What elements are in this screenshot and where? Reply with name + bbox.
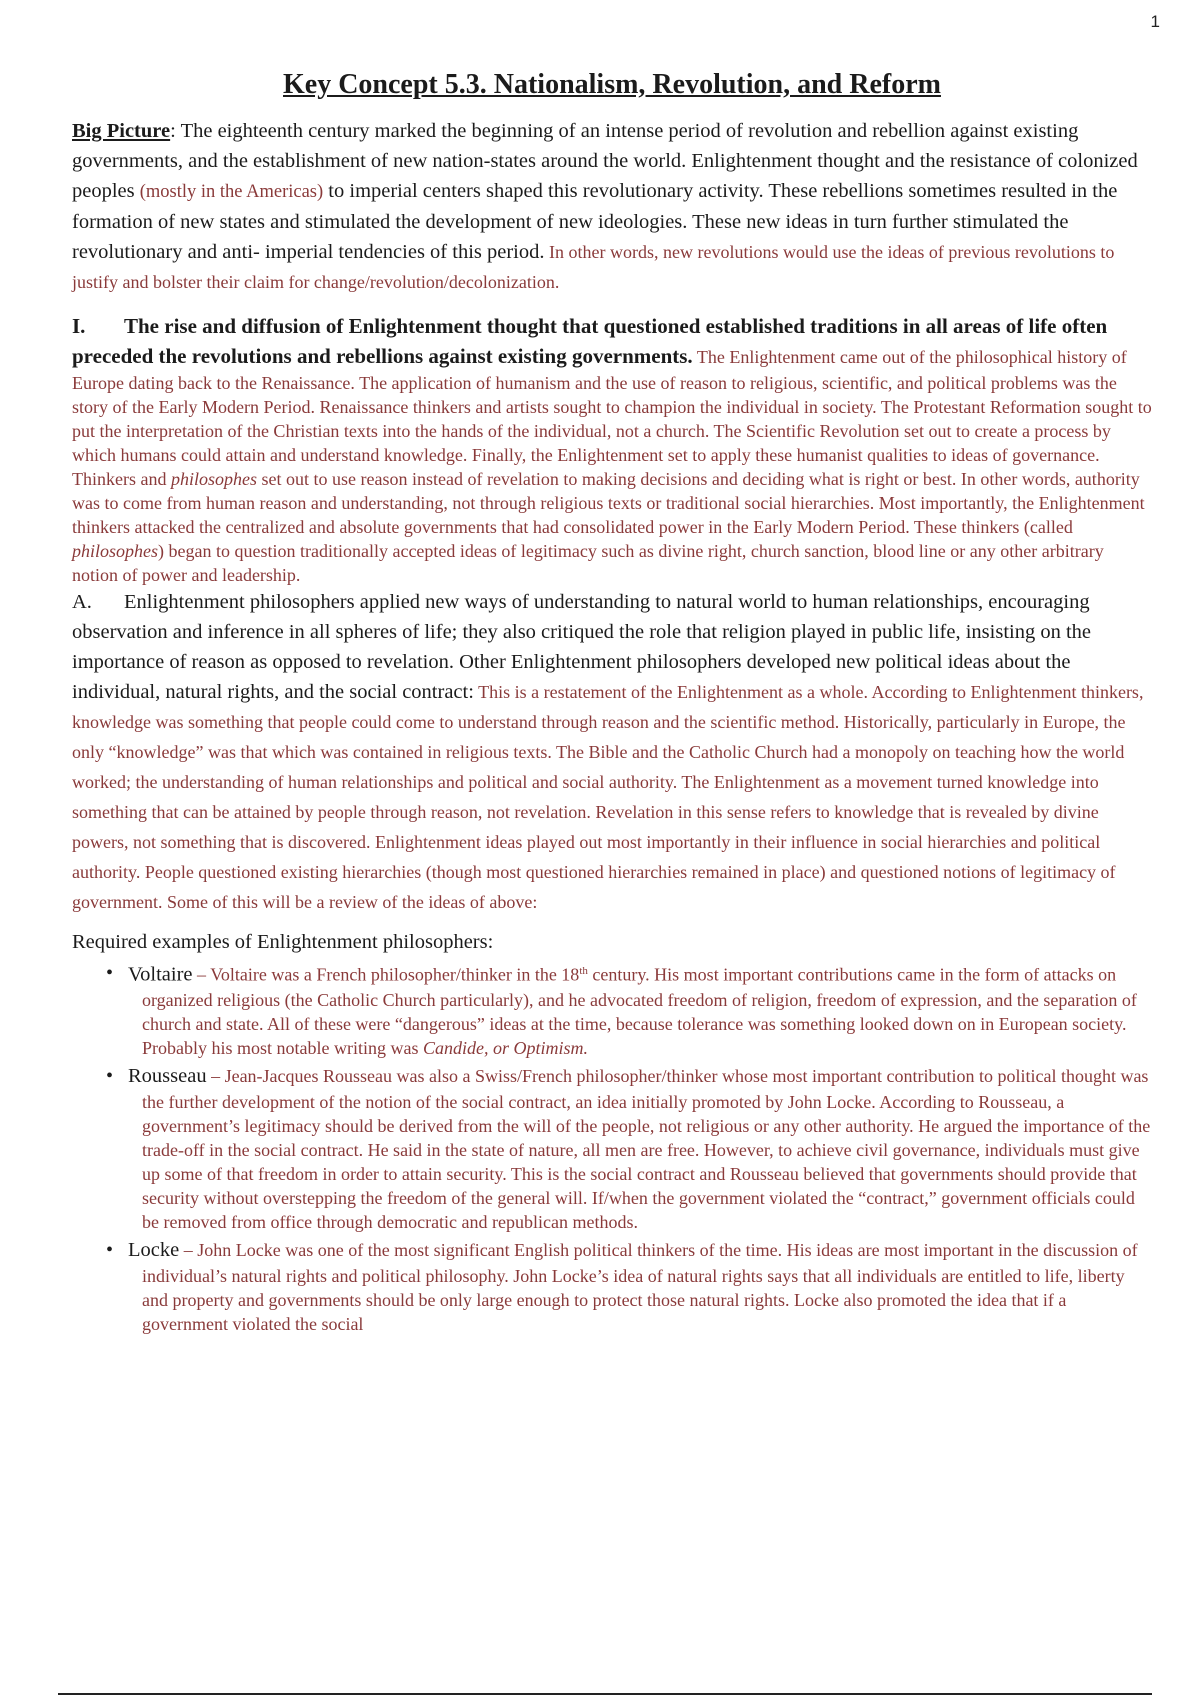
big-picture-text: : The eighteenth century marked the beginning of an intense period of revolution and rebellion against existing governments, and the establishment of new nation-states around the world. Enlightenment thought and the resistance of colonized peoples — [72, 120, 1138, 202]
bullet-icon: • — [106, 1239, 114, 1262]
bullet-icon: • — [106, 1065, 114, 1088]
locke-text: John Locke was one of the most significant English political thinkers of the time. His ideas are most important in the discussion of individual’s natural rights and political philosophy. John Locke’s idea of natural rights says that all individuals are entitled to life, liberty and property and governments should be only large enough to protect those natural rights. Locke also promoted the idea that if a government violated the social — [142, 1240, 1138, 1335]
required-heading: Required examples of Enlightenment philosophers: — [72, 931, 494, 953]
section-1-note-b: set out to use reason instead of revelation to making decisions and deciding what is right or best. In other words, authority was to come from human reason and understanding, not through religious texts or traditional social hierarchies. Most importantly, the Enlightenment thinkers attacked the centralized and absolute governments that had consolidated power in the Early Modern Period. These thinkers (called — [72, 469, 1145, 537]
rousseau-text: Jean-Jacques Rousseau was also a Swiss/French philosopher/thinker whose most important contribution to political thought was the further development of the notion of the social contract, an idea initially promoted by John Locke. According to Rousseau, a government’s legitimacy should be derived from the will of the people, not religious or any other authority. He argued the importance of the trade-off in the social contract. He said in the state of nature, all men are free. However, to achieve civil governance, individuals must give up some of that freedom in order to attain security. This is the social contract and Rousseau believed that governments should provide that security without overstepping the freedom of the general will. If/when the government violated the “contract,” government officials could be removed from office through democratic and republican methods. — [142, 1066, 1151, 1233]
big-picture-inline-note: (mostly in the Americas) — [139, 182, 324, 202]
section-1-note-a: The Enlightenment came out of the philosophical history of Europe dating back to the Renaissance. The application of humanism and the use of reason to religious, scientific, and political problems was the story of the Early Modern Period. Renaissance thinkers and artists sought to champion the individual in society. The Protestant Reformation sought to put the interpretation of the Christian texts into the hands of the individual, not a church. The Scientific Revolution set out to create a process by which humans could attain and understand knowledge. Finally, the Enlightenment set to apply these humanist qualities to ideas of governance. Thinkers and — [72, 347, 1152, 489]
big-picture-paragraph — [72, 116, 1152, 297]
voltaire-text-b: century. His most important contributions came in the form of attacks on organized religious (the Catholic Church particularly), and he advocated freedom of religion, freedom of expression, and the separation of church and state. All of these were “dangerous” ideas at the time, because tolerance was something looked down on in European society. Probably his most notable writing was — [142, 964, 1137, 1059]
rousseau-name: Rousseau — [128, 1065, 207, 1088]
footer-divider — [58, 1693, 1152, 1695]
section-1-italic-1: philosophes — [170, 469, 257, 489]
list-item — [72, 959, 1152, 1060]
big-picture-label: Big Picture — [72, 120, 171, 142]
section-1 — [72, 311, 1152, 587]
locke-dash: – — [179, 1240, 198, 1261]
voltaire-name: Voltaire — [128, 963, 193, 986]
section-a-label: A. — [72, 591, 92, 613]
voltaire-entry — [128, 959, 1152, 1060]
voltaire-text-a: Voltaire was a French philosopher/thinker in the 18 — [210, 964, 580, 985]
voltaire-superscript: th — [579, 965, 588, 977]
document-body — [72, 68, 1152, 1338]
section-1-heading-text: The rise and diffusion of Enlightenment thought that questioned established traditions in all areas of life often preceded the revolutions and rebellions against existing governments. — [72, 314, 1108, 368]
locke-name: Locke — [128, 1239, 180, 1262]
page-title: Key Concept 5.3. Nationalism, Revolution, and Reform — [283, 69, 941, 100]
locke-entry — [128, 1236, 1152, 1336]
voltaire-italic: Candide, or Optimism. — [422, 1038, 588, 1059]
list-item — [72, 1062, 1152, 1234]
voltaire-dash: – — [192, 964, 211, 985]
big-picture-note: In other words, new revolutions would use the ideas of previous revolutions to justify and bolster their claim for change/revolution/decolonization. — [72, 242, 1115, 292]
big-picture-text-2: to imperial centers shaped this revolutionary activity. These rebellions sometimes resulted in the formation of new states and stimulated the development of new ideologies. These new ideas in turn further stimulated the revolutionary and anti- imperial tendencies of this period. — [72, 180, 1118, 263]
section-a-note: This is a restatement of the Enlightenment as a whole. According to Enlightenment thinkers, knowledge was something that people could come to understand through reason and the scientific method. Historically, particularly in Europe, the only “knowledge” was that which was contained in religious texts. The Bible and the Catholic Church had a monopoly on teaching how the world worked; the understanding of human relationships and political and social authority. The Enlightenment as a movement turned knowledge into something that can be attained by people through reason, not revelation. Revelation in this sense refers to knowledge that is revealed by divine powers, not something that is discovered. Enlightenment ideas played out most importantly in their influence in social hierarchies and political authority. People questioned existing hierarchies (though most questioned hierarchies remained in place) and questioned notions of legitimacy of government. Some of this will be a review of the ideas of above: — [72, 682, 1144, 912]
section-1-italic-2: philosophes — [72, 541, 159, 561]
section-a-text: Enlightenment philosophers applied new ways of understanding to natural world to human relationships, encouraging observation and inference in all spheres of life; they also critiqued the role that religion played in public life, insisting on the importance of reason as opposed to revelation. Other Enlightenment philosophers developed new political ideas about the individual, natural rights, and the social contract: — [72, 591, 1092, 703]
section-1-note-c: ) began to question traditionally accepted ideas of legitimacy such as divine right, church sanction, blood line or any other arbitrary notion of power and leadership. — [72, 541, 1104, 585]
list-item — [72, 1236, 1152, 1336]
rousseau-dash: – — [206, 1066, 225, 1087]
bullet-icon: • — [106, 962, 114, 984]
rousseau-entry — [128, 1062, 1152, 1234]
page-number: 1 — [1150, 12, 1160, 31]
section-1-numeral: I. — [72, 314, 86, 338]
section-a — [72, 587, 1152, 917]
philosopher-list — [72, 959, 1152, 1336]
